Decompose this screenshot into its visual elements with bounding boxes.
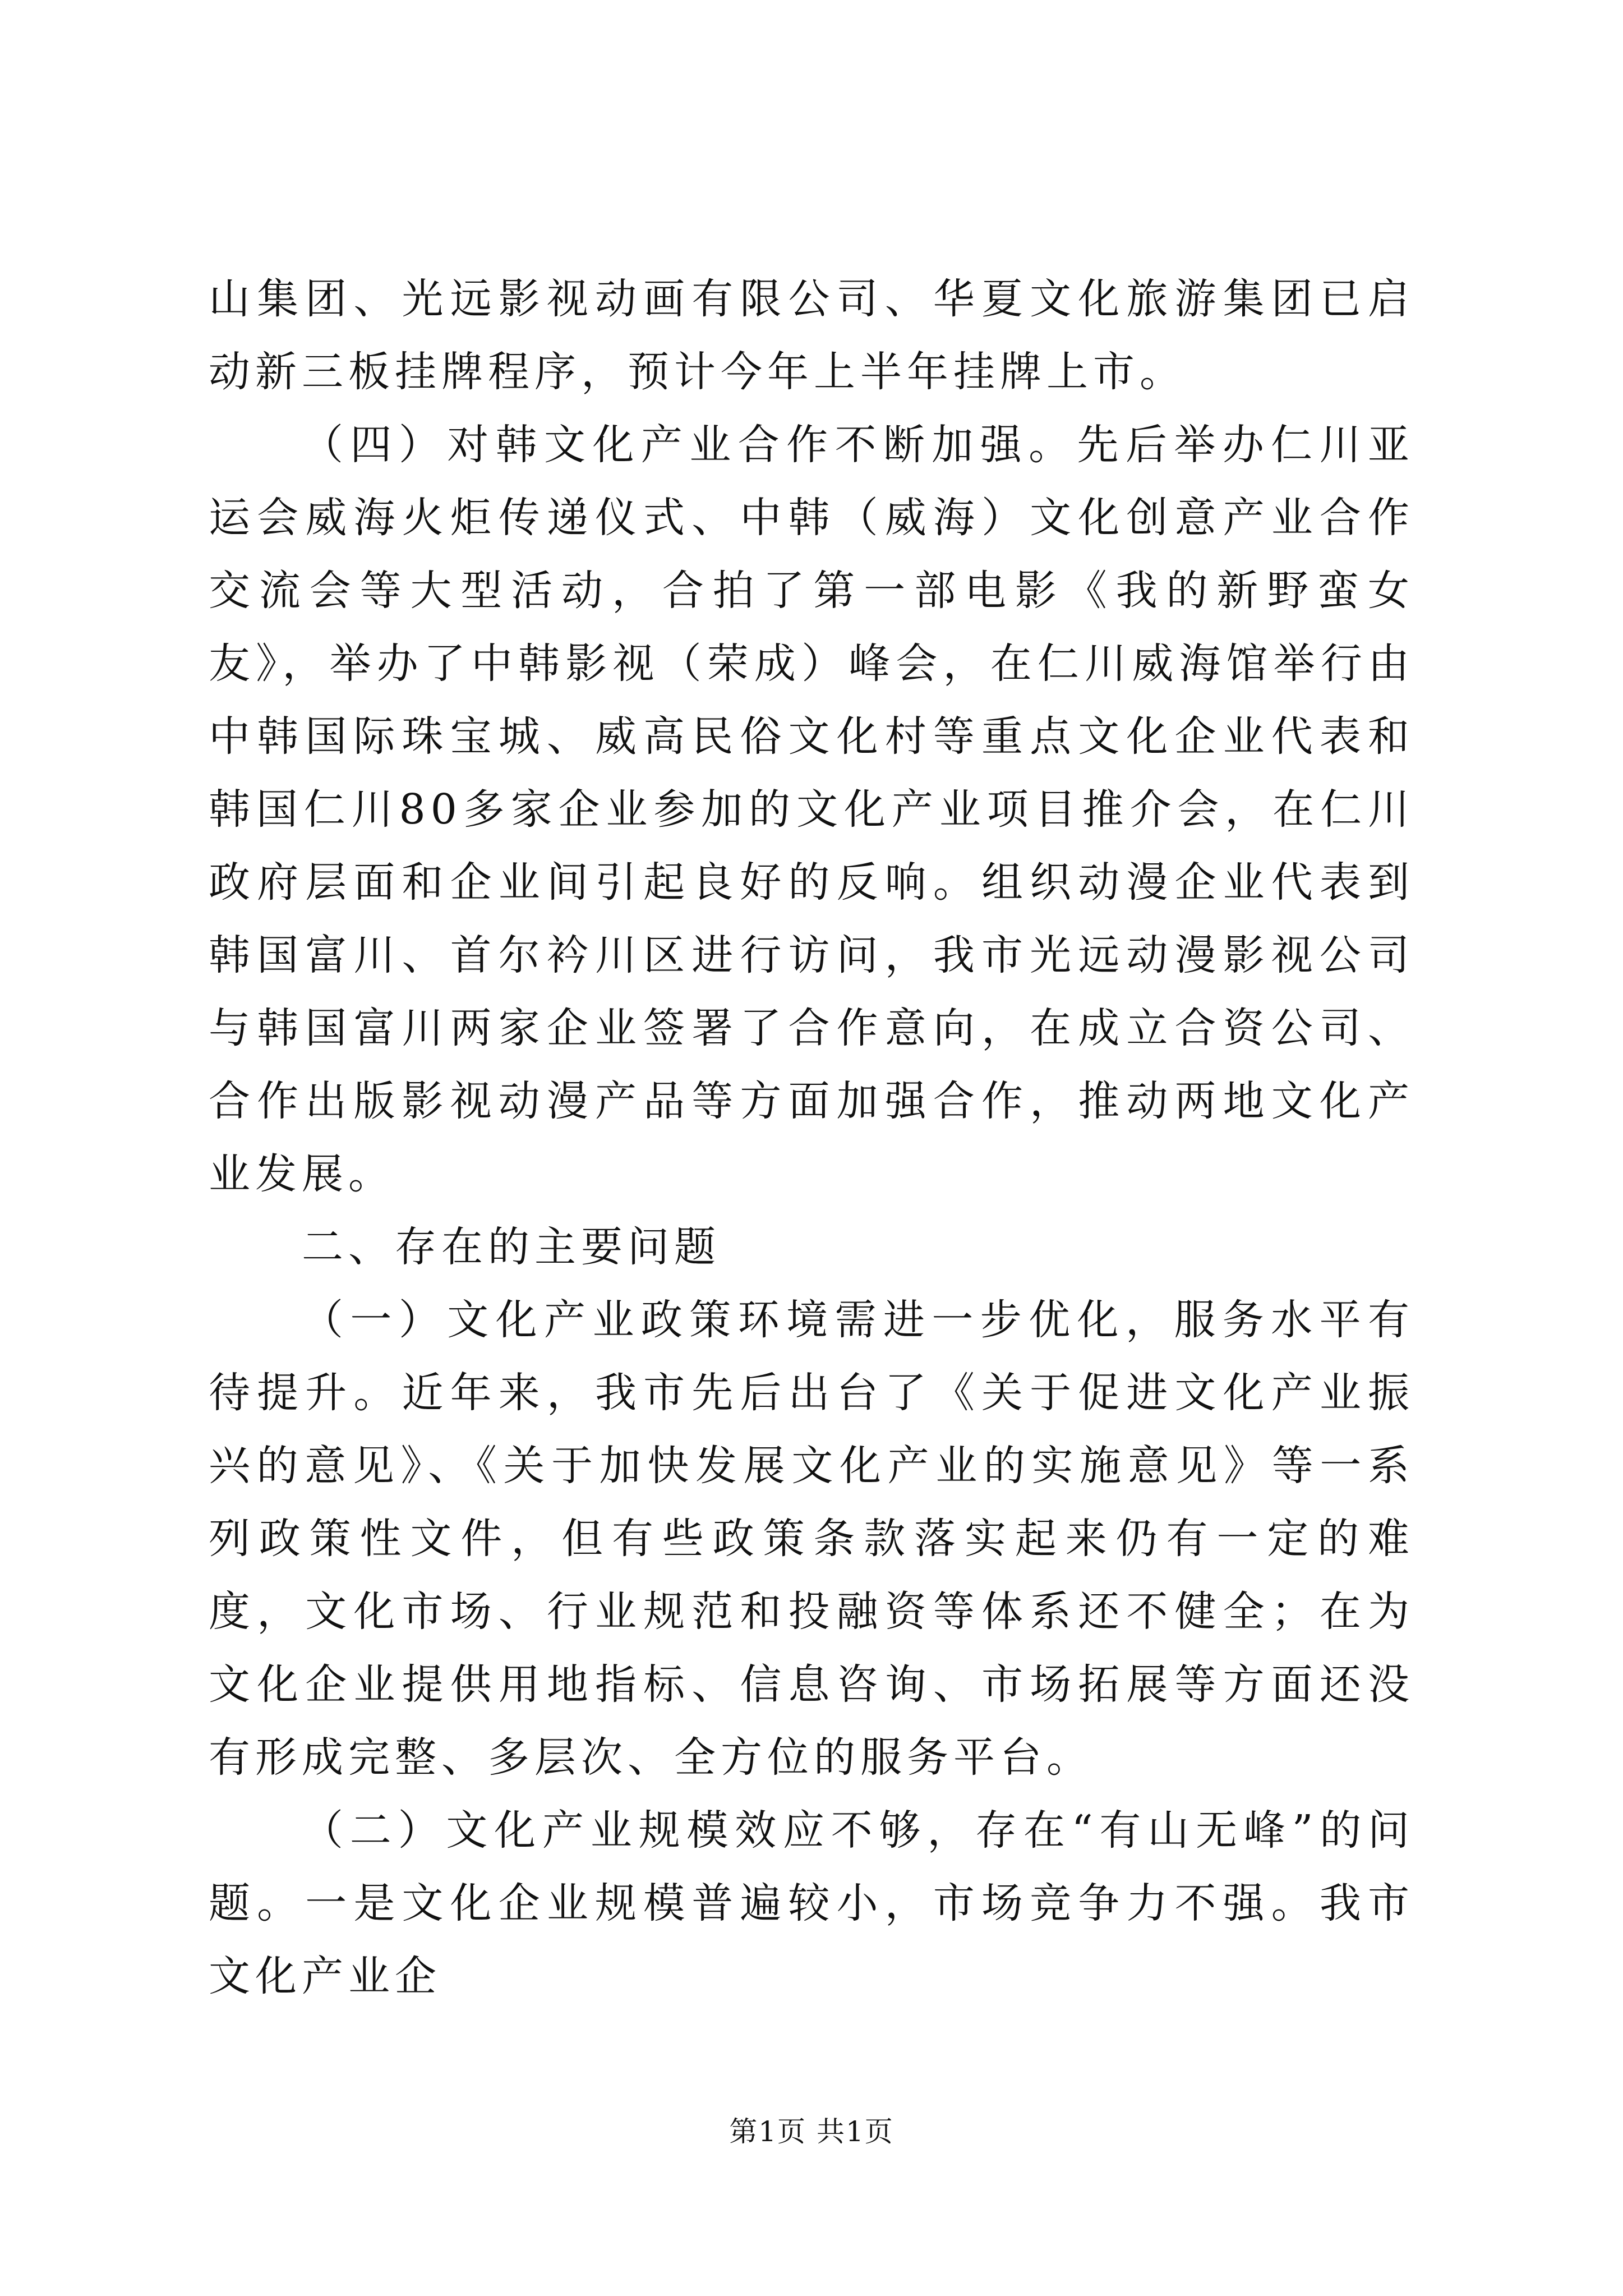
paragraph-continuation: 山集团、光远影视动画有限公司、华夏文化旅游集团已启动新三板挂牌程序，预计今年上半年挂牌上市。 [209,275,1414,396]
page-footer: 第1页 共1页 [729,2115,894,2148]
section-heading-main-problems: 二、存在的主要问题 [302,1223,721,1271]
document-body [209,263,1414,2013]
paragraph-korea-cooperation: （四）对韩文化产业合作不断加强。先后举办仁川亚运会威海火炬传递仪式、中韩（威海）文化创意产业合作交流会等大型活动，合拍了第一部电影《我的新野蛮女友》，举办了中韩影视（荣成）峰会，在仁川威海馆举行由中韩国际珠宝城、威高民俗文化村等重点文化企业代表和韩国仁川80多家企业参加的文化产业项目推介会，在仁川政府层面和企业间引起良好的反响。组织动漫企业代表到韩国富川、首尔衿川区进行访问，我市光远动漫影视公司与韩国富川两家企业签署了合作意向，在成立合资公司、合作出版影视动漫产品等方面加强合作，推动两地文化产业发展。 [209,421,1414,1198]
paragraph-scale-effect: （二）文化产业规模效应不够，存在“有山无峰”的问题。一是文化企业规模普遍较小，市场竞争力不强。我市文化产业企 [209,1806,1414,2000]
paragraph-policy-environment: （一）文化产业政策环境需进一步优化，服务水平有待提升。近年来，我市先后出台了《关于促进文化产业振兴的意见》、《关于加快发展文化产业的实施意见》等一系列政策性文件，但有些政策条款落实起来仍有一定的难度，文化市场、行业规范和投融资等体系还不健全；在为文化企业提供用地指标、信息咨询、市场拓展等方面还没有形成完整、多层次、全方位的服务平台。 [209,1296,1414,1782]
